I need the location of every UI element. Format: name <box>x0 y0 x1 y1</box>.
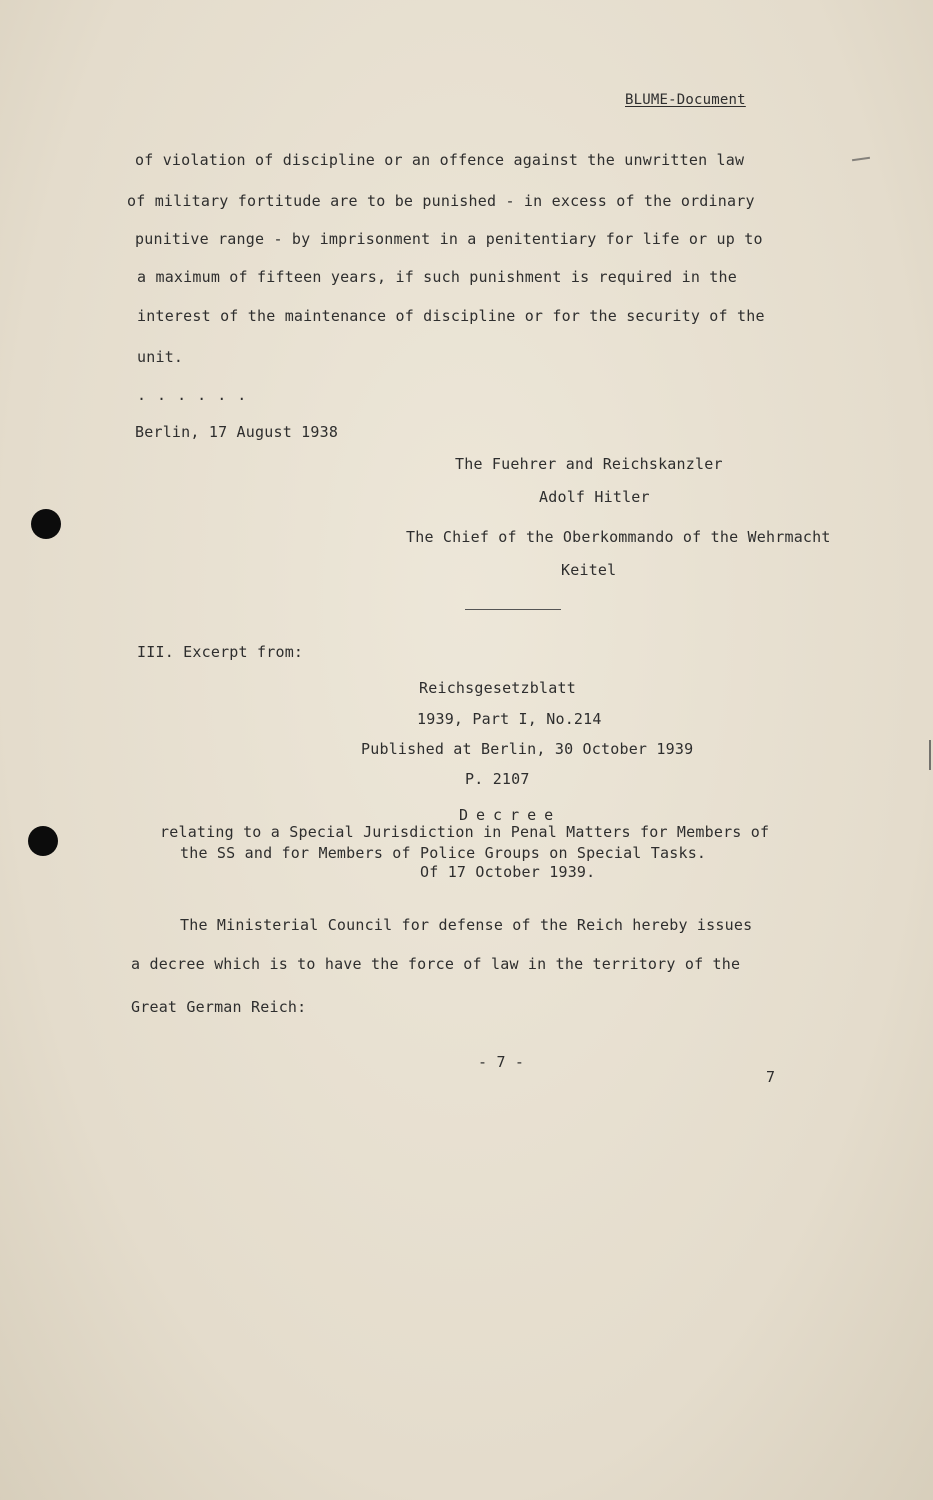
punch-hole-upper <box>31 509 61 539</box>
paragraph-2-line-2: a decree which is to have the force of law in the territory of the <box>131 955 741 973</box>
publication-page: P. 2107 <box>465 770 530 788</box>
paragraph-2-line-1: The Ministerial Council for defense of the Reich hereby issues <box>180 916 753 934</box>
decree-subtitle-line-2: the SS and for Members of Police Groups on Special Tasks. <box>180 844 707 862</box>
document-label: BLUME-Document <box>625 92 746 108</box>
fuehrer-name: Adolf Hitler <box>539 488 650 506</box>
fuehrer-title: The Fuehrer and Reichskanzler <box>455 455 723 473</box>
decree-subtitle-line-1: relating to a Special Jurisdiction in Penal Matters for Members of <box>160 823 770 841</box>
paragraph-1-line-4: a maximum of fifteen years, if such punishment is required in the <box>137 268 737 286</box>
paragraph-1-line-3: punitive range - by imprisonment in a penitentiary for life or up to <box>135 230 763 248</box>
chief-name: Keitel <box>561 561 617 579</box>
paragraph-1-line-2: of military fortitude are to be punished - in excess of the ordinary <box>127 192 755 210</box>
publication-issue: 1939, Part I, No.214 <box>417 710 602 728</box>
ellipsis-marker: . . . . . . <box>137 386 248 404</box>
dateline: Berlin, 17 August 1938 <box>135 423 339 441</box>
chief-title: The Chief of the Oberkommando of the Wehrmacht <box>406 528 831 546</box>
punch-hole-lower <box>28 826 58 856</box>
publication-name: Reichsgesetzblatt <box>419 679 576 697</box>
paragraph-1-line-1: of violation of discipline or an offence against the unwritten law <box>135 151 745 169</box>
paragraph-1-line-5: interest of the maintenance of discipline or for the security of the <box>137 307 765 325</box>
page-number-corner: 7 <box>766 1068 776 1086</box>
decree-title: Decree <box>459 806 562 824</box>
decree-subtitle-line-3: Of 17 October 1939. <box>420 863 596 881</box>
edge-mark-right-top <box>852 157 870 161</box>
paragraph-2-line-3: Great German Reich: <box>131 998 307 1016</box>
page-number-center: - 7 - <box>478 1053 525 1071</box>
section-separator <box>465 609 561 610</box>
edge-mark-right-mid <box>929 740 931 770</box>
excerpt-heading: III. Excerpt from: <box>137 643 304 661</box>
publication-date: Published at Berlin, 30 October 1939 <box>361 740 694 758</box>
paragraph-1-line-6: unit. <box>137 348 184 366</box>
